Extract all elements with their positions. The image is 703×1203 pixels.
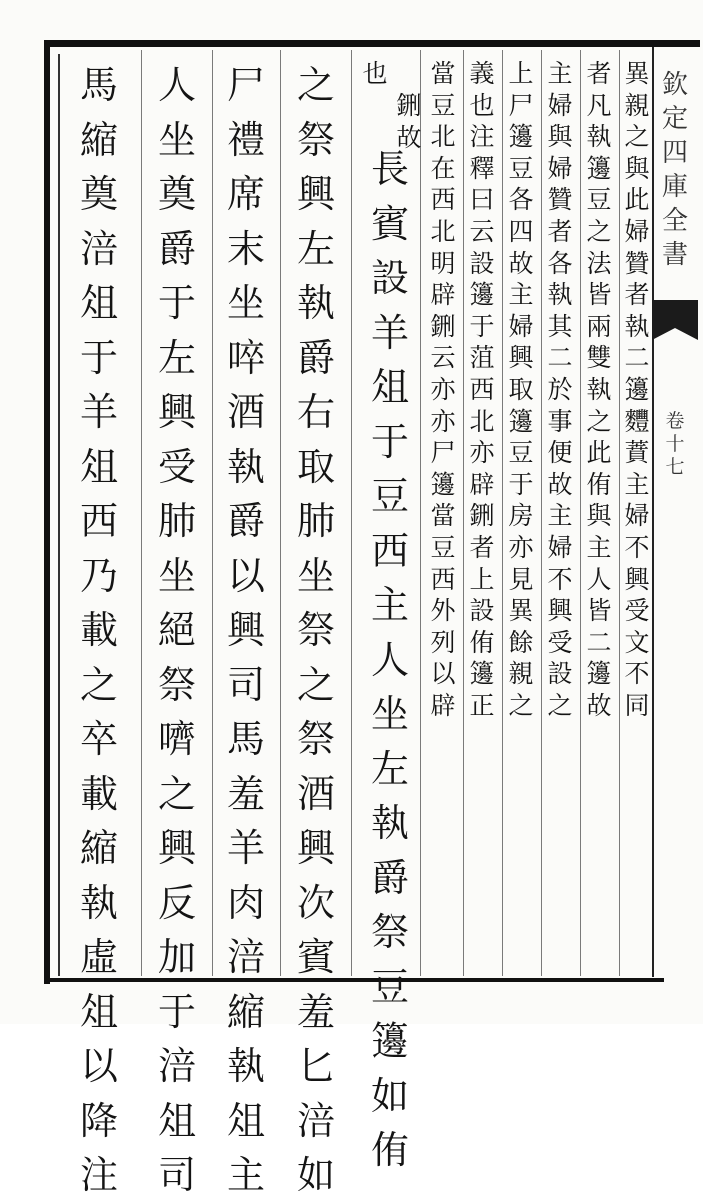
commentary-column: 者凡執籩豆之法皆兩雙執之此侑與主人皆二籩故 bbox=[586, 59, 612, 720]
commentary-column: 鉶故 bbox=[396, 91, 422, 152]
main-text-column: 馬縮奠涪俎于羊俎西乃載之卒載縮執虛俎以降注 bbox=[79, 63, 118, 1197]
column-rule bbox=[212, 50, 213, 976]
commentary-column: 上尸籩豆各四故主婦興取籩豆于房亦見異餘親之 bbox=[508, 59, 534, 720]
column-rule bbox=[280, 50, 281, 976]
column-rule bbox=[502, 50, 503, 976]
commentary-column: 也 bbox=[362, 59, 388, 88]
column-rule bbox=[420, 50, 421, 976]
commentary-column: 義也注釋曰云設籩于菹西北亦辟鉶者上設侑籩正 bbox=[469, 59, 495, 720]
frame-inner-rule bbox=[58, 54, 60, 976]
margin-volume-number: 卷十七 bbox=[665, 410, 685, 478]
frame-top-border bbox=[44, 40, 700, 47]
column-rule bbox=[463, 50, 464, 976]
commentary-column: 主婦與婦贊者各執其二於事便故主婦不興受設之 bbox=[547, 59, 573, 720]
frame-left-border bbox=[44, 40, 50, 984]
margin-book-title: 欽定四庫全書 bbox=[661, 70, 688, 270]
column-rule bbox=[580, 50, 581, 976]
main-text-column: 長賓設羊俎于豆西主人坐左執爵祭豆籩如侑 bbox=[370, 147, 409, 1172]
main-text-column: 之祭興左執爵右取肺坐祭之祭酒興次賓羞匕涪如 bbox=[296, 63, 335, 1197]
column-rule bbox=[141, 50, 142, 976]
column-rule bbox=[541, 50, 542, 976]
commentary-column: 異親之與此婦贊者執二籩麷蕡主婦不興受文不同 bbox=[624, 59, 650, 720]
column-rule bbox=[351, 50, 352, 976]
main-text-column: 尸禮席末坐啐酒執爵以興司馬羞羊肉涪縮執俎主 bbox=[226, 63, 265, 1197]
column-rule bbox=[619, 50, 620, 976]
commentary-column: 當豆北在西北明辟鉶云亦亦尸籩當豆西外列以辟 bbox=[430, 59, 456, 720]
frame-bottom-border bbox=[44, 978, 664, 982]
main-text-column: 人坐奠爵于左興受肺坐絕祭嚌之興反加于涪俎司 bbox=[157, 63, 196, 1197]
